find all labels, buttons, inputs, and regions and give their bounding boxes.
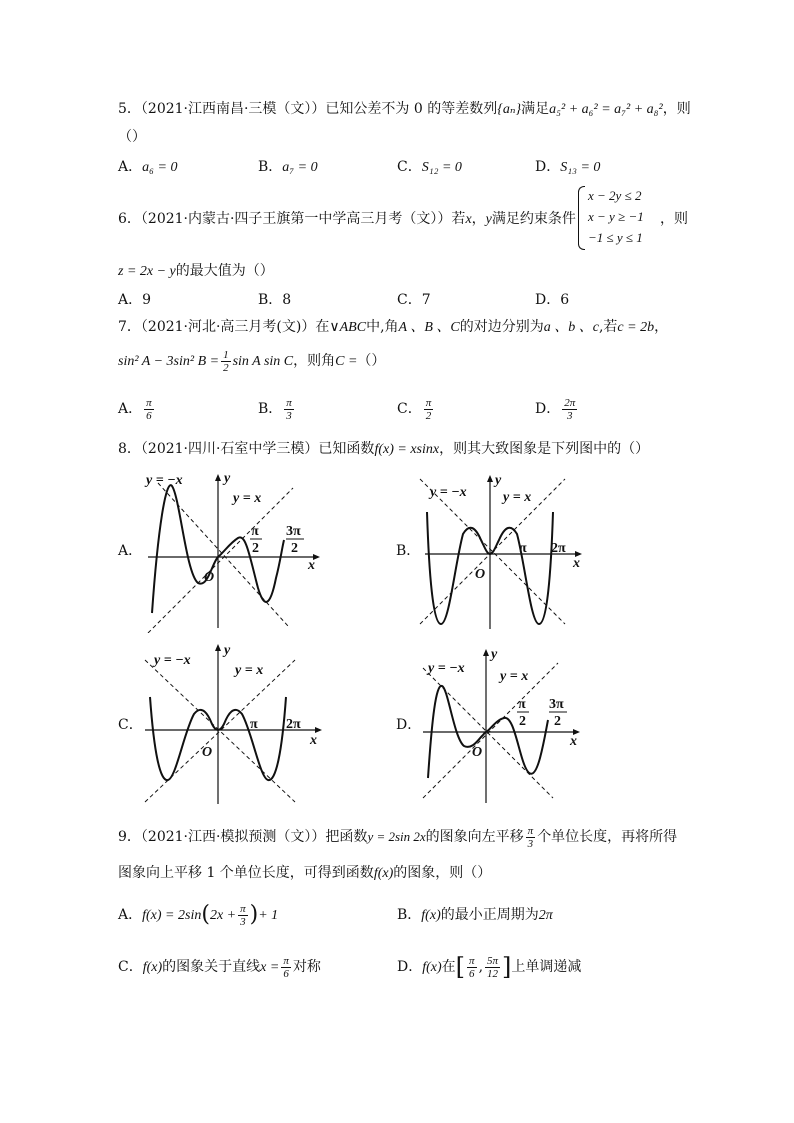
q6-system-brace	[578, 186, 585, 250]
label-origin: O	[202, 745, 213, 760]
q7-option-d[interactable]: D． $\frac{2\pi}{3}$	[535, 396, 576, 422]
q6-stem: 6．（2021·内蒙古·四子王旗第一中学高三月考（文））若x，y满足约束条件	[118, 211, 576, 227]
y-axis-arrow-icon	[487, 475, 493, 482]
label-y-eq-x: y = x	[500, 669, 529, 684]
q7-option-c[interactable]: C． $\frac{\pi}{2}$	[397, 396, 432, 422]
q8-option-b-label[interactable]: B．	[396, 543, 421, 559]
label-y-eq-x: y = x	[503, 490, 532, 505]
q6-then: ，则	[660, 211, 688, 227]
label-y-eq-neg-x: y = −x	[430, 485, 467, 500]
q5-stem: 5．（2021·江西南昌·三模（文））已知公差不为 0 的等差数列{aₙ}满足a₅² + a₆² = a₇² + a₈²，则	[118, 101, 691, 117]
label-y-axis: y	[224, 643, 231, 658]
label-pi-over-2-num: π	[251, 524, 259, 539]
label-x-axis: x	[308, 558, 315, 573]
q5-paren: （）	[118, 129, 146, 145]
q6-option-b[interactable]: B．8	[258, 292, 292, 308]
label-3pi-over-2-num: 3π	[286, 524, 301, 539]
label-origin: O	[204, 570, 215, 585]
label-y-eq-neg-x: y = −x	[154, 653, 191, 668]
label-pi-over-2-num: π	[518, 697, 526, 712]
q8-graph-c[interactable]	[140, 642, 330, 807]
label-y-eq-neg-x: y = −x	[428, 661, 465, 676]
label-2pi: 2π	[286, 717, 301, 732]
label-x-axis: x	[573, 556, 580, 571]
label-pi: π	[250, 717, 258, 732]
q7-stem: 7．（2021·河北·高三月考(文)）在∨ABC中,角A 、B 、C的对边分别为a 、b 、c,若c = 2b，	[118, 319, 669, 335]
label-origin: O	[475, 567, 486, 582]
label-y-eq-x: y = x	[233, 491, 262, 506]
label-pi-over-2-den: 2	[252, 541, 259, 556]
q8-option-c-label[interactable]: C．	[118, 717, 143, 733]
q6-option-a[interactable]: A．9	[118, 292, 152, 308]
line-y-eq-x	[423, 663, 558, 798]
line-y-eq-x	[148, 488, 293, 633]
y-axis-arrow-icon	[215, 644, 221, 651]
q6-constraint-3: −1 ≤ y ≤ 1	[588, 230, 643, 245]
label-y-axis: y	[224, 471, 231, 486]
q6-option-c[interactable]: C．7	[397, 292, 431, 308]
q7-option-b[interactable]: B． $\frac{\pi}{3}$	[258, 396, 292, 422]
label-2pi: 2π	[551, 541, 566, 556]
label-y-eq-neg-x: y = −x	[146, 473, 183, 488]
label-pi: π	[519, 541, 527, 556]
q6-constraint-2: x − y ≥ −1	[588, 209, 644, 224]
q9-option-d[interactable]: D．f(x)在[ $\frac{\pi}{6}$ , $\frac{5\pi}{12}$ ]上单调递减	[397, 953, 582, 981]
q5-option-a[interactable]: A．a₆ = 0	[118, 159, 178, 175]
q9-line2: 图象向上平移 1 个单位长度，可得到函数f(x)的图象，则（）	[118, 865, 492, 881]
q8-stem: 8．（2021·四川·石室中学三模）已知函数f(x) = xsinx，则其大致图象是下列图中的（）	[118, 441, 650, 457]
q8-option-a-label[interactable]: A．	[118, 543, 143, 559]
label-3pi-over-2-den: 2	[554, 714, 561, 729]
q6-option-d[interactable]: D．6	[535, 292, 570, 308]
q7-option-a[interactable]: A． $\frac{\pi}{6}$	[118, 396, 152, 422]
q6-constraint-1: x − 2y ≤ 2	[588, 188, 642, 203]
q8-option-d-label[interactable]: D．	[396, 717, 422, 733]
label-3pi-over-2-num: 3π	[549, 697, 564, 712]
q5-option-c[interactable]: C．S₁₂ = 0	[397, 159, 462, 175]
label-pi-over-2-den: 2	[519, 714, 526, 729]
label-y-axis: y	[495, 474, 502, 488]
label-x-axis: x	[310, 733, 317, 748]
q8-graph-a[interactable]	[138, 468, 328, 633]
label-3pi-over-2-den: 2	[291, 541, 298, 556]
label-y-axis: y	[491, 648, 498, 662]
label-y-eq-x: y = x	[235, 663, 264, 678]
label-origin: O	[472, 745, 483, 760]
y-axis-arrow-icon	[215, 474, 221, 481]
q8-graph-d[interactable]	[418, 648, 588, 808]
y-axis-arrow-icon	[483, 649, 489, 656]
q9-stem: 9．（2021·江西·模拟预测（文））把函数y = 2sin 2x的图象向左平移 $\frac{\pi}{3}$ 个单位长度，再将所得	[118, 824, 678, 850]
label-x-axis: x	[570, 734, 577, 749]
q6-line2: z = 2x − y的最大值为（）	[118, 263, 274, 279]
q5-option-d[interactable]: D．S₁₃ = 0	[535, 159, 601, 175]
q7-line2: sin² A − 3sin² B = $\frac{1}{2}$ sin A sin C，则角C =（）	[118, 348, 386, 374]
q9-option-c[interactable]: C．f(x)的图象关于直线x = $\frac{\pi}{6}$ 对称	[118, 954, 321, 980]
q5-option-b[interactable]: B．a₇ = 0	[258, 159, 318, 175]
q9-option-b[interactable]: B．f(x)的最小正周期为2π	[397, 907, 553, 923]
q9-option-a[interactable]: A．f(x) = 2sin(2x + $\frac{\pi}{3}$ )+ 1	[118, 902, 279, 928]
q8-graph-b[interactable]	[415, 474, 590, 634]
